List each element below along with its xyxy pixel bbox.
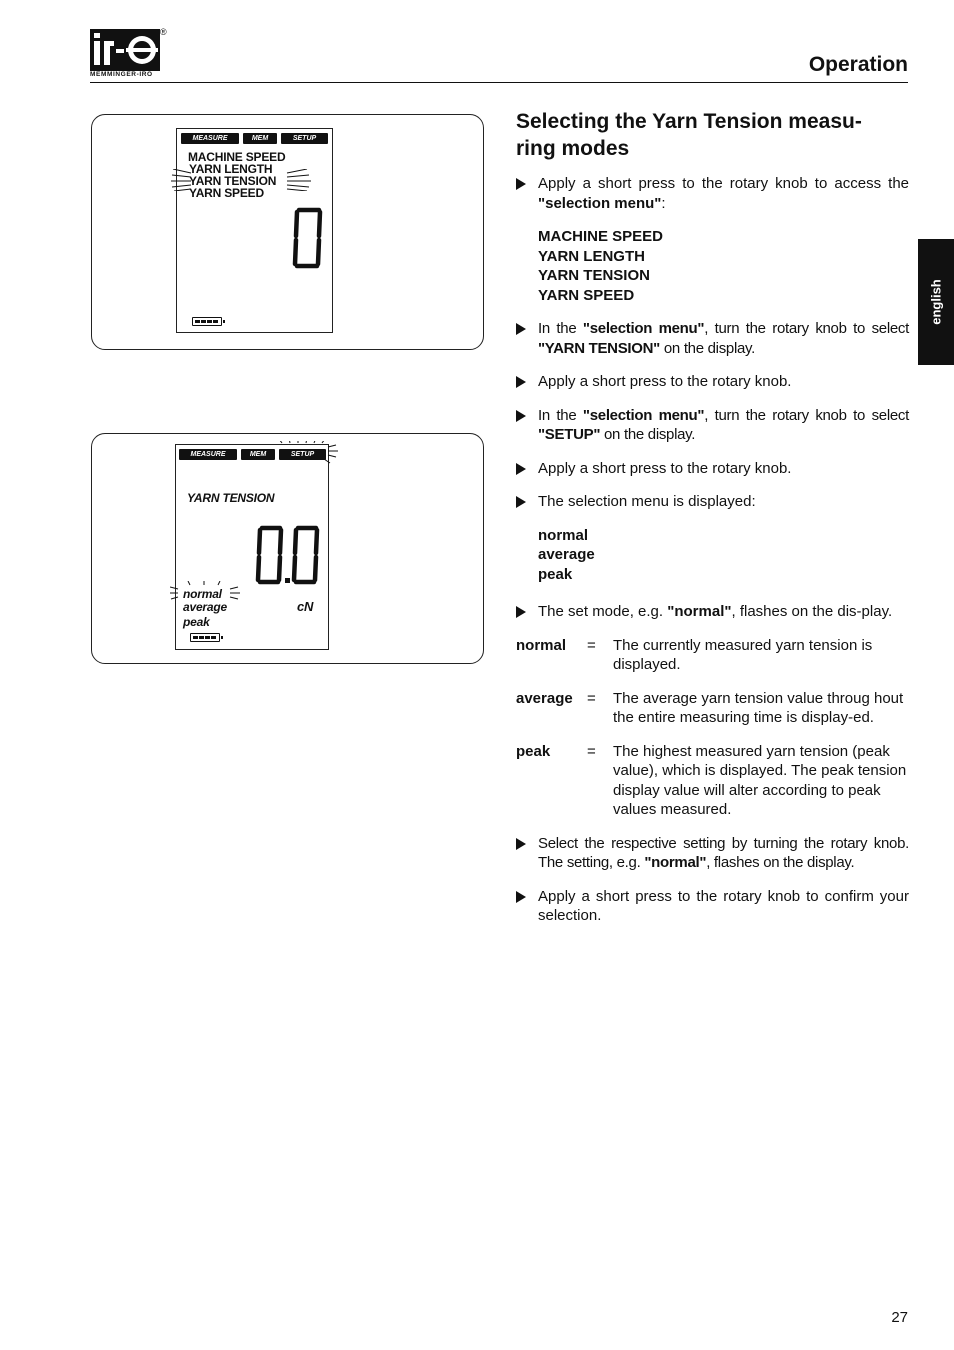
bullet-triangle-icon [516, 838, 526, 850]
flash-rays-icon [285, 169, 311, 191]
flash-rays-icon [274, 441, 340, 465]
mode-items-list [516, 526, 909, 585]
lcd-display [175, 444, 329, 650]
mode-definitions [516, 636, 909, 820]
bullet-triangle-icon [516, 496, 526, 508]
step-text-bold: "normal" [644, 854, 707, 871]
page-number: 27 [891, 1309, 908, 1326]
bullet-triangle-icon [516, 606, 526, 618]
bullet-triangle-icon [516, 323, 526, 335]
lcd-tab-setup-flashing: SETUP [279, 449, 326, 460]
instruction-step [516, 406, 909, 445]
bullet-triangle-icon [516, 410, 526, 422]
step-text-bold: "selection menu" [538, 194, 662, 212]
list-item: YARN TENSION [538, 267, 650, 284]
menu-items-list [516, 227, 909, 305]
step-text: Apply a short press to the rotary knob. [538, 373, 792, 390]
lcd-mode-label: YARN TENSION [187, 491, 275, 505]
definition-row [516, 689, 909, 728]
battery-icon [192, 317, 222, 326]
step-text: , turn the rotary knob to select [704, 406, 909, 424]
definition-term: peak [516, 742, 551, 760]
lcd-menu-line: YARN SPEED [189, 186, 264, 200]
header-rule [90, 82, 908, 83]
definition-description: The average yarn tension value throug hout the entire measuring time is display-ed. [613, 689, 904, 726]
definition-term: average [516, 689, 573, 707]
lcd-tab-measure: MEASURE [181, 133, 239, 144]
step-text: In the [538, 320, 583, 337]
list-item: peak [538, 565, 573, 583]
definition-equals: = [587, 689, 596, 707]
instruction-step [516, 602, 909, 622]
definition-term: normal [516, 636, 567, 654]
lcd-option: average [183, 600, 227, 614]
list-item: MACHINE SPEED [538, 228, 664, 245]
bullet-triangle-icon [516, 891, 526, 903]
step-text: on the display. [660, 339, 755, 357]
instruction-step [516, 372, 909, 392]
iro-logo-icon [90, 29, 160, 71]
step-text: Select the respective setting by turning the rotary knob. The setting, e.g. [538, 834, 909, 871]
step-text-bold: "YARN TENSION" [538, 339, 660, 357]
section-title: Operation [808, 53, 908, 76]
instruction-step [516, 459, 909, 479]
logo-brand-text: MEMMINGER-IRO [90, 71, 153, 78]
step-text: Apply a short press to the rotary knob to confirm your selection. [538, 887, 909, 924]
seven-segment-reading [254, 525, 324, 585]
instruction-step [516, 174, 909, 213]
step-text: The selection menu is displayed: [538, 493, 756, 510]
step-text: Apply a short press to the rotary knob. [538, 459, 792, 477]
lcd-option: peak [183, 615, 210, 629]
lcd-tab-setup: SETUP [281, 133, 328, 144]
language-tab-label: english [928, 279, 944, 325]
lcd-unit: cN [297, 599, 314, 614]
step-text-bold: "SETUP" [538, 426, 601, 443]
memminger-iro-logo [90, 29, 170, 79]
definition-description: The currently measured yarn tension is displayed. [613, 636, 873, 673]
step-text-bold: "selection menu" [582, 320, 705, 337]
heading-line: Selecting the Yarn Tension measu- [516, 110, 862, 133]
lcd-tab-mem: MEM [243, 133, 277, 144]
list-item: average [538, 546, 595, 563]
step-text: Apply a short press to the rotary knob to access the [538, 175, 909, 192]
flash-rays-icon [171, 169, 193, 191]
bullet-triangle-icon [516, 178, 526, 190]
instruction-step [516, 492, 909, 512]
flash-rays-icon [170, 581, 240, 607]
instructions-column [516, 108, 909, 940]
lcd-menu-line-flashing: YARN TENSION [189, 174, 277, 188]
seven-segment-digit-zero [292, 207, 324, 269]
language-tab [918, 239, 954, 365]
list-item: YARN SPEED [538, 286, 635, 304]
list-item: YARN LENGTH [538, 247, 645, 265]
lcd-tab-mem: MEM [241, 449, 275, 460]
registered-mark: ® [160, 27, 167, 37]
bullet-triangle-icon [516, 376, 526, 388]
instruction-step [516, 887, 909, 926]
step-text: , flashes on the dis-play. [731, 603, 893, 620]
device-figure-selection-menu [91, 114, 484, 350]
lcd-option-flashing: normal [183, 587, 222, 601]
step-text: , flashes on the display. [706, 854, 855, 871]
device-figure-tension-modes [91, 433, 484, 664]
step-text: The set mode, e.g. [538, 603, 668, 620]
step-text: In the [538, 406, 583, 424]
lcd-display [176, 128, 333, 333]
step-text: : [661, 194, 666, 212]
definition-row [516, 742, 909, 820]
step-text-bold: "selection menu" [582, 406, 705, 424]
battery-icon [190, 633, 220, 642]
bullet-triangle-icon [516, 463, 526, 475]
step-text: , turn the rotary knob to select [704, 320, 909, 337]
lcd-menu-line: MACHINE SPEED [188, 150, 286, 164]
definition-equals: = [587, 636, 596, 654]
definition-description: The highest measured yarn tension (peak value), which is displayed. The peak tension display value will alter according to peak values measured. [613, 742, 907, 818]
definition-row [516, 636, 909, 675]
heading-line: ring modes [516, 137, 630, 160]
step-text-bold: "normal" [667, 603, 732, 620]
definition-equals: = [587, 742, 596, 760]
instruction-step [516, 319, 909, 358]
lcd-menu-line: YARN LENGTH [189, 162, 273, 176]
lcd-tab-measure: MEASURE [179, 449, 237, 460]
step-text: on the display. [600, 426, 696, 443]
list-item: normal [538, 526, 589, 544]
instruction-step [516, 834, 909, 873]
page-heading [516, 108, 909, 162]
